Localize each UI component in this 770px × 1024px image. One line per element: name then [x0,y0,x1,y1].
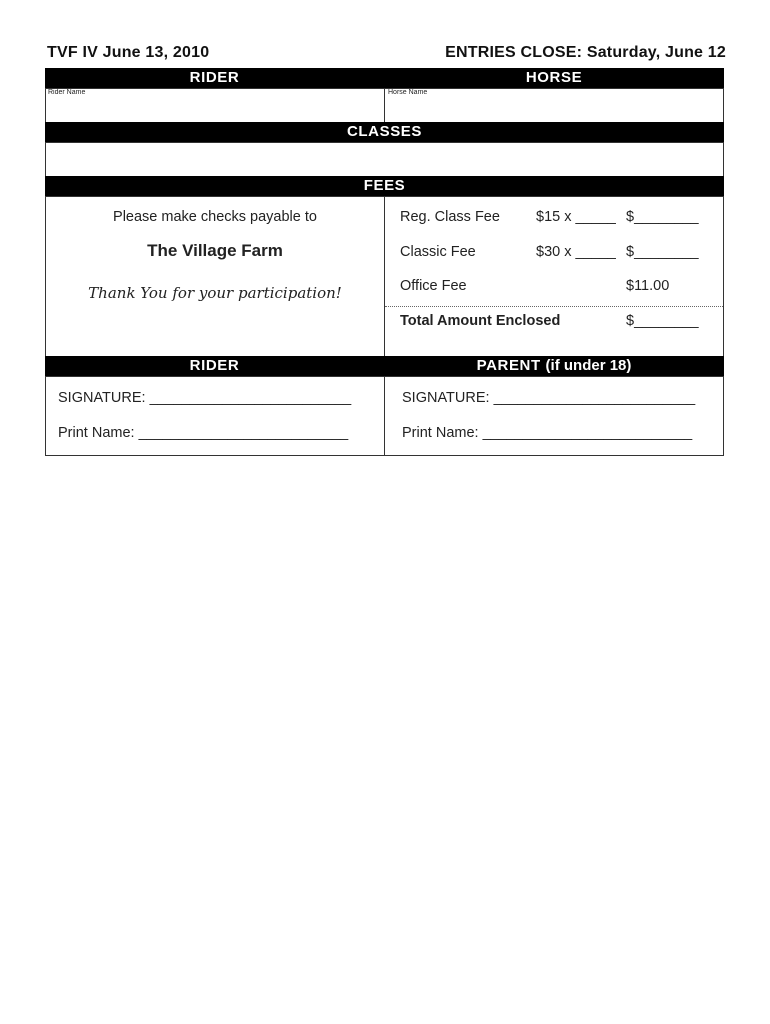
rider-name-field[interactable] [45,88,385,123]
office-fee-amount: $11.00 [626,278,670,294]
payable-instruction: Please make checks payable to [113,209,317,225]
total-separator [385,306,723,307]
fees-header-bar: FEES [45,176,724,196]
reg-class-fee-rate[interactable]: $15 x _____ [536,209,616,225]
rider-signature-bar: RIDER [45,356,384,376]
rider-signature-field[interactable]: SIGNATURE: _________________________ [58,390,352,406]
total-amount-value[interactable]: $________ [626,313,699,329]
parent-signature-bar [384,356,724,376]
thank-you-note: Thank You for your participation! [88,284,342,302]
classic-fee-total[interactable]: $________ [626,244,699,260]
classes-field[interactable] [45,142,724,177]
parent-label: PARENT [476,357,541,374]
office-fee-label: Office Fee [400,278,467,294]
classes-header-bar: CLASSES [45,122,724,142]
total-amount-label: Total Amount Enclosed [400,313,561,329]
signature-divider [384,376,385,456]
parent-signature-field[interactable]: SIGNATURE: _________________________ [402,390,696,406]
event-title: TVF IV June 13, 2010 [47,44,210,61]
reg-class-fee-label: Reg. Class Fee [400,209,500,225]
rider-print-name-field[interactable]: Print Name: __________________________ [58,425,349,441]
rider-name-label: Rider Name [48,89,86,96]
entries-close-notice: ENTRIES CLOSE: Saturday, June 12 [445,44,726,61]
reg-class-fee-total[interactable]: $________ [626,209,699,225]
parent-note: (if under 18) [545,357,632,374]
classic-fee-rate[interactable]: $30 x _____ [536,244,616,260]
parent-print-name-field[interactable]: Print Name: __________________________ [402,425,693,441]
payee-name: The Village Farm [147,241,283,260]
rider-header-bar: RIDER [45,68,384,88]
classic-fee-label: Classic Fee [400,244,476,260]
horse-header-bar: HORSE [384,68,724,88]
horse-name-label: Horse Name [388,89,428,96]
horse-name-field[interactable] [384,88,724,123]
